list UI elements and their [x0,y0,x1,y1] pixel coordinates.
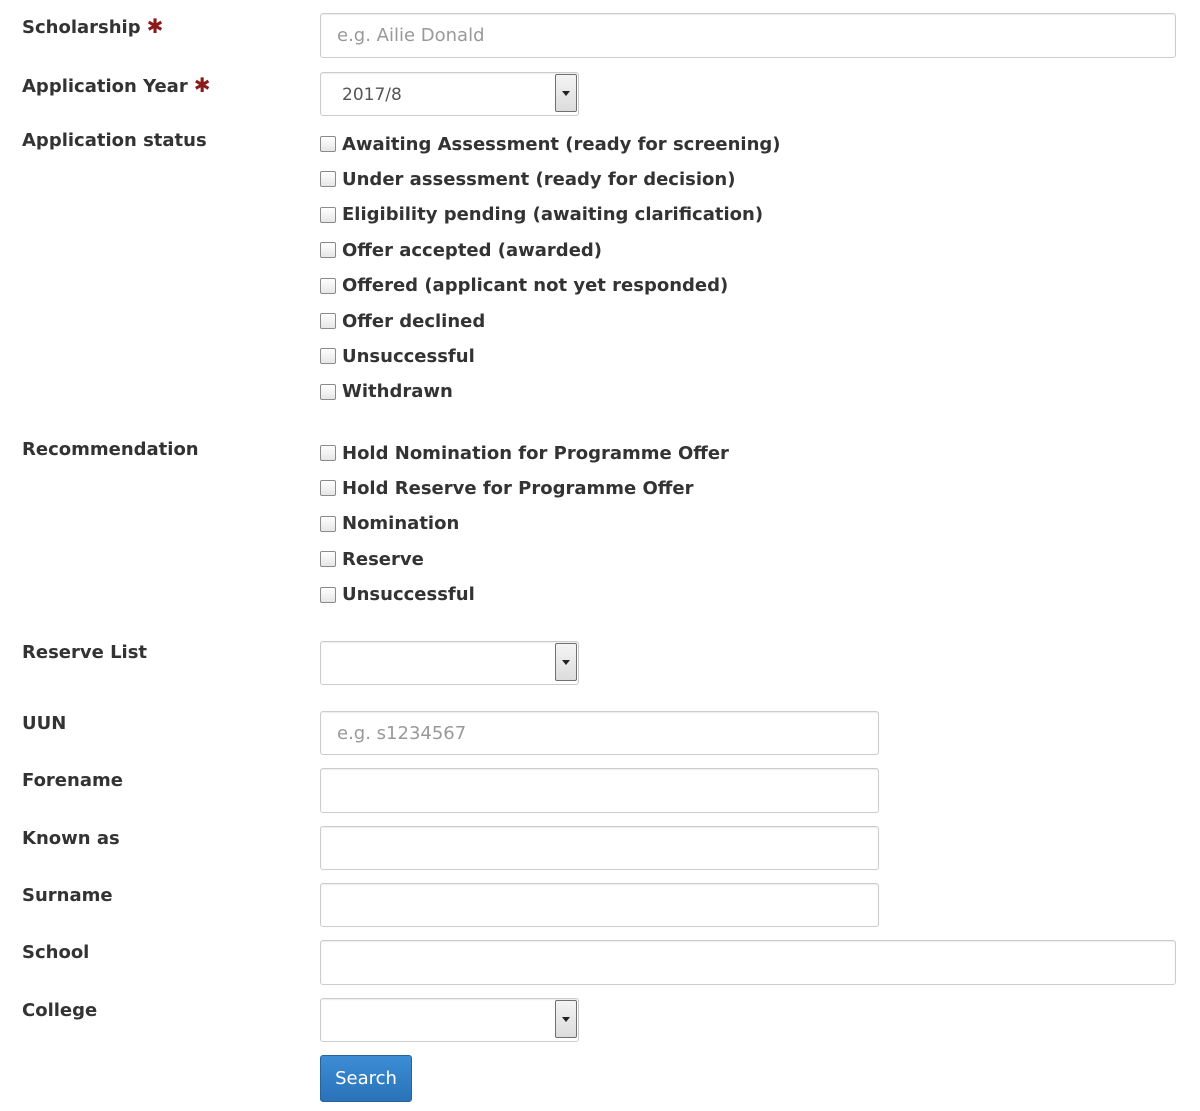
reserve-list-label: Reserve List [22,642,148,663]
application-year-selected-value: 2017/8 [342,85,402,105]
checkbox-icon[interactable] [320,313,336,329]
forename-label: Forename [22,770,123,791]
checkbox-option[interactable] [320,168,735,190]
checkbox-option[interactable] [320,204,763,226]
application-year-label: Application Year ✱ [22,73,211,97]
checkbox-option[interactable] [320,381,453,403]
known-as-input[interactable] [320,826,879,870]
checkbox-option[interactable] [320,133,781,155]
chevron-down-icon[interactable] [555,643,577,681]
checkbox-icon[interactable] [320,171,336,187]
checkbox-label[interactable]: Unsuccessful [342,345,475,367]
checkbox-icon[interactable] [320,136,336,152]
checkbox-option[interactable] [320,239,602,261]
checkbox-icon[interactable] [320,384,336,400]
uun-input[interactable] [320,711,879,755]
checkbox-option[interactable] [320,310,485,332]
checkbox-option[interactable] [320,345,475,367]
checkbox-option[interactable] [320,275,728,297]
required-asterisk-icon: ✱ [146,14,164,38]
checkbox-option[interactable] [320,584,475,606]
recommendation-label: Recommendation [22,439,199,460]
checkbox-label[interactable]: Unsuccessful [342,584,475,606]
checkbox-label[interactable]: Hold Reserve for Programme Offer [342,477,694,499]
checkbox-label[interactable]: Offer declined [342,310,486,332]
checkbox-option[interactable] [320,513,459,535]
checkbox-label[interactable]: Awaiting Assessment (ready for screening) [342,133,781,155]
college-label: College [22,1000,98,1021]
checkbox-label[interactable]: Hold Nomination for Programme Offer [342,442,729,464]
scholarship-input[interactable] [320,13,1176,58]
surname-label: Surname [22,885,113,906]
checkbox-label[interactable]: Under assessment (ready for decision) [342,168,736,190]
checkbox-label[interactable]: Reserve [342,548,424,570]
checkbox-label[interactable]: Nomination [342,513,460,535]
chevron-down-icon[interactable] [555,74,577,112]
checkbox-icon[interactable] [320,480,336,496]
search-button[interactable]: Search [320,1055,412,1102]
application-year-select[interactable] [320,72,579,116]
checkbox-icon[interactable] [320,445,336,461]
scholarship-label: Scholarship ✱ [22,14,164,38]
forename-input[interactable] [320,768,879,813]
surname-input[interactable] [320,883,879,927]
checkbox-icon[interactable] [320,348,336,364]
checkbox-label[interactable]: Eligibility pending (awaiting clarification) [342,204,764,226]
checkbox-option[interactable] [320,442,729,464]
checkbox-label[interactable]: Withdrawn [342,381,453,403]
checkbox-label[interactable]: Offered (applicant not yet responded) [342,275,729,297]
application-status-label: Application status [22,130,207,151]
known-as-label: Known as [22,828,120,849]
college-select[interactable] [320,998,579,1042]
checkbox-icon[interactable] [320,242,336,258]
checkbox-option[interactable] [320,548,424,570]
checkbox-icon[interactable] [320,551,336,567]
school-input[interactable] [320,940,1176,985]
uun-label: UUN [22,713,67,734]
reserve-list-select[interactable] [320,641,579,685]
checkbox-icon[interactable] [320,278,336,294]
checkbox-icon[interactable] [320,207,336,223]
required-asterisk-icon: ✱ [193,73,211,97]
checkbox-option[interactable] [320,477,693,499]
checkbox-icon[interactable] [320,516,336,532]
school-label: School [22,942,90,963]
checkbox-label[interactable]: Offer accepted (awarded) [342,239,603,261]
chevron-down-icon[interactable] [555,1000,577,1038]
checkbox-icon[interactable] [320,587,336,603]
